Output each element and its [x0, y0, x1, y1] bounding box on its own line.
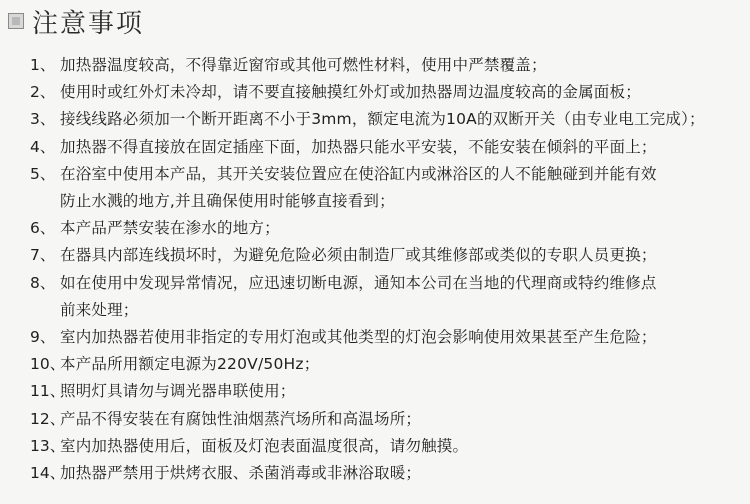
section-title: 注意事项 [32, 8, 145, 39]
note-number: 10、 [30, 355, 66, 374]
list-item [0, 324, 750, 351]
note-number: 11、 [30, 382, 66, 401]
square-bullet-icon [8, 13, 24, 29]
note-number: 2、 [30, 83, 56, 102]
list-item [0, 270, 750, 324]
notes-list [0, 52, 750, 487]
note-text: 加热器不得直接放在固定插座下面，加热器只能水平安装，不能安装在倾斜的平面上； [60, 137, 657, 156]
note-text: 在浴室中使用本产品，其开关安装位置应在使浴缸内或淋浴区的人不能触碰到并能有效 [60, 164, 657, 183]
list-item [0, 406, 750, 433]
note-text: 本产品所用额定电源为220V/50Hz； [60, 355, 320, 374]
note-text: 室内加热器使用后，面板及灯泡表面温度很高，请勿触摸。 [60, 436, 469, 455]
note-text: 本产品严禁安装在渗水的地方； [60, 219, 280, 238]
list-item [0, 242, 750, 269]
list-item [0, 215, 750, 242]
list-item [0, 378, 750, 405]
note-number: 12、 [30, 409, 66, 428]
note-number: 1、 [30, 56, 56, 74]
note-text: 照明灯具请勿与调光器串联使用； [60, 382, 296, 401]
list-item [0, 161, 750, 215]
note-number: 14、 [30, 464, 66, 483]
list-item [0, 106, 750, 133]
list-item [0, 134, 750, 161]
note-number: 5、 [30, 164, 56, 183]
list-item [0, 433, 750, 460]
note-number: 6、 [30, 219, 56, 238]
note-text: 防止水溅的地方,并且确保使用时能够直接看到； [60, 192, 395, 211]
note-text: 室内加热器若使用非指定的专用灯泡或其他类型的灯泡会影响使用效果甚至产生危险； [60, 328, 657, 347]
note-text: 加热器严禁用于烘烤衣服、杀菌消毒或非淋浴取暖； [60, 464, 422, 483]
note-text: 如在使用中发现异常情况，应迅速切断电源，通知本公司在当地的代理商或特约维修点 [60, 273, 657, 292]
note-text: 使用时或红外灯未冷却，请不要直接触摸红外灯或加热器周边温度较高的金属面板； [60, 83, 641, 102]
section-header [8, 4, 144, 38]
list-item [0, 351, 750, 378]
note-number: 13、 [30, 436, 66, 455]
list-item [0, 52, 750, 79]
list-item [0, 460, 750, 487]
note-text: 产品不得安装在有腐蚀性油烟蒸汽场所和高温场所； [60, 409, 422, 428]
list-item [0, 79, 750, 106]
note-text: 前来处理； [60, 300, 139, 319]
note-number: 8、 [30, 273, 56, 292]
note-text: 接线线路必须加一个断开距离不小于3mm，额定电流为10A的双断开关（由专业电工完成）； [60, 110, 705, 129]
note-number: 4、 [30, 137, 56, 156]
note-number: 9、 [30, 328, 56, 347]
note-number: 3、 [30, 110, 56, 129]
note-number: 7、 [30, 246, 56, 265]
note-text: 在器具内部连线损坏时，为避免危险必须由制造厂或其维修部或类似的专职人员更换； [60, 246, 657, 265]
note-text: 加热器温度较高，不得靠近窗帘或其他可燃性材料，使用中严禁覆盖； [60, 56, 547, 74]
